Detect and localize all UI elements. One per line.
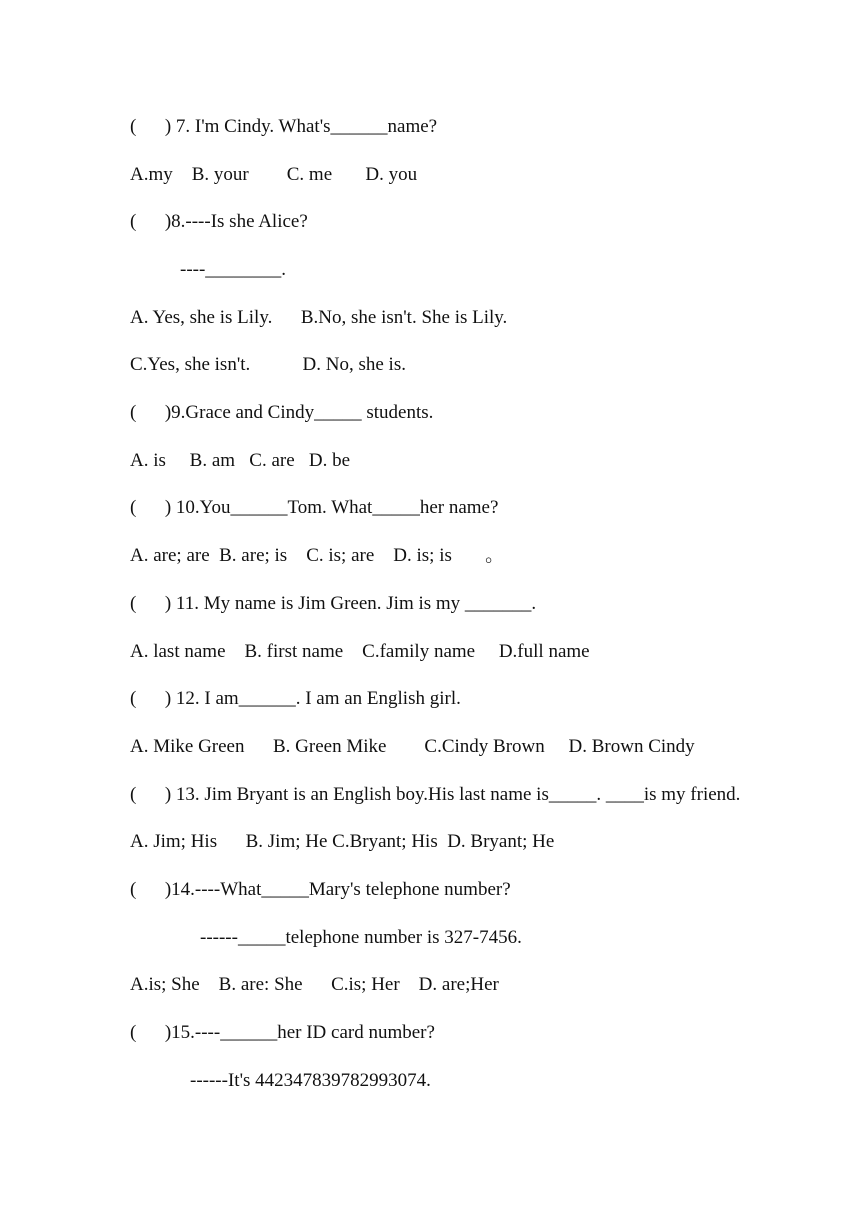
question-11-stem: ( ) 11. My name is Jim Green. Jim is my _______. [130,593,537,614]
question-8-options-ab: A. Yes, she is Lily. B.No, she isn't. She is Lily. [130,307,508,328]
question-10-stem: ( ) 10.You______Tom. What_____her name? [130,497,499,518]
question-10-options: A. are; are B. are; is C. is; are D. is; is 。 [130,545,505,566]
question-14-stem: ( )14.----What_____Mary's telephone number? [130,879,511,900]
question-8-options-cd: C.Yes, she isn't. D. No, she is. [130,354,406,375]
question-11-options: A. last name B. first name C.family name D.full name [130,641,590,662]
question-12-stem: ( ) 12. I am______. I am an English girl. [130,688,461,709]
question-14-options: A.is; She B. are: She C.is; Her D. are;Her [130,974,499,995]
question-8-answer-line: ----________. [180,259,287,280]
question-8-stem: ( )8.----Is she Alice? [130,211,308,232]
question-15-stem: ( )15.----______her ID card number? [130,1022,435,1043]
question-13-stem: ( ) 13. Jim Bryant is an English boy.His last name is_____. ____is my friend. [130,784,741,805]
question-14-answer-line: ------_____telephone number is 327-7456. [200,927,522,948]
question-15-answer-line: ------It's 442347839782993074. [190,1070,431,1091]
question-9-options: A. is B. am C. are D. be [130,450,351,471]
question-12-options: A. Mike Green B. Green Mike C.Cindy Brown D. Brown Cindy [130,736,695,757]
question-7-stem: ( ) 7. I'm Cindy. What's______name? [130,116,438,137]
question-13-options: A. Jim; His B. Jim; He C.Bryant; His D. Bryant; He [130,831,555,852]
question-9-stem: ( )9.Grace and Cindy_____ students. [130,402,434,423]
question-7-options: A.my B. your C. me D. you [130,164,418,185]
